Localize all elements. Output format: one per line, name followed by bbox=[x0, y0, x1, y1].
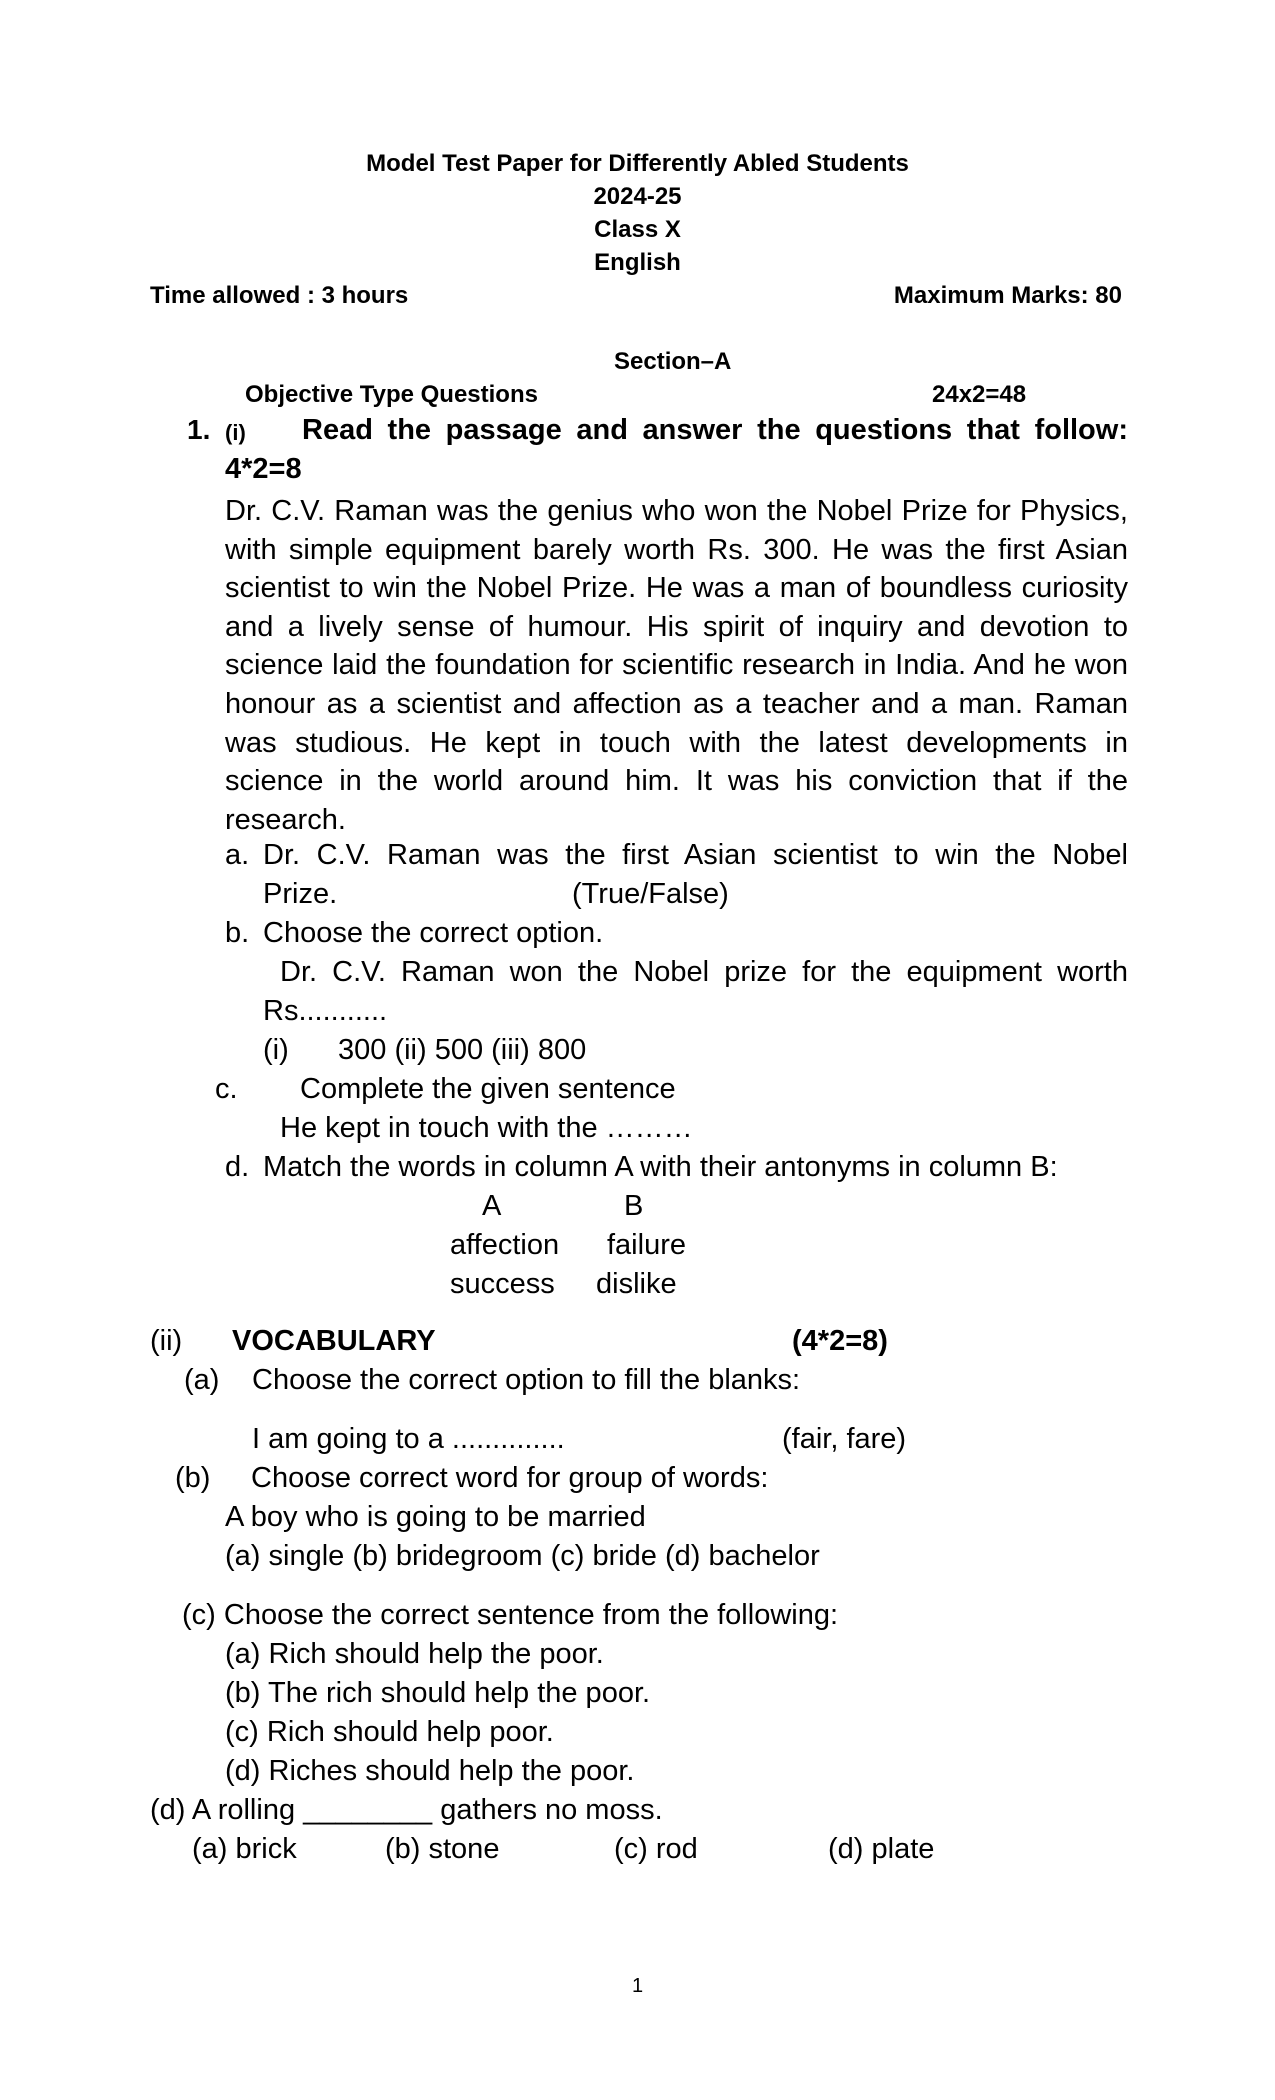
match-row-1-a: affection bbox=[450, 1229, 560, 1261]
vocab-c-option-c: (c) Rich should help poor. bbox=[225, 1716, 554, 1748]
subq-a-label: a. bbox=[225, 839, 250, 871]
vocab-c-option-b: (b) The rich should help the poor. bbox=[225, 1677, 651, 1709]
paper-subject: English bbox=[594, 249, 681, 276]
question-instruction: Read the passage and answer the questions that follow: bbox=[302, 414, 1128, 446]
vocab-a-sentence: I am going to a .............. bbox=[252, 1423, 565, 1455]
subq-a-line2: Prize. bbox=[263, 878, 338, 910]
page-number: 1 bbox=[631, 1975, 644, 1997]
vocab-b-label: (b) bbox=[175, 1462, 211, 1494]
vocab-d-option-b: (b) stone bbox=[385, 1833, 500, 1865]
vocab-c-option-a: (a) Rich should help the poor. bbox=[225, 1638, 604, 1670]
paper-class: Class X bbox=[594, 216, 681, 243]
vocab-a-choices: (fair, fare) bbox=[782, 1423, 907, 1455]
maximum-marks: Maximum Marks: 80 bbox=[893, 282, 1122, 309]
match-row-1-b: failure bbox=[607, 1229, 686, 1261]
column-a-header: A bbox=[482, 1190, 502, 1222]
vocab-part-label: (ii) bbox=[150, 1325, 183, 1357]
subq-c-label: c. bbox=[215, 1073, 238, 1105]
subq-b-options: 300 (ii) 500 (iii) 800 bbox=[338, 1034, 587, 1066]
vocab-marks: (4*2=8) bbox=[792, 1325, 888, 1357]
subq-d-label: d. bbox=[225, 1151, 250, 1183]
reading-passage: Dr. C.V. Raman was the genius who won the Nobel Prize for Physics, with simple equipment barely worth Rs. 300. He was the first Asian scientist to win the Nobel Prize. He was a man of boundless curiosity and a lively sense of humour. His spirit of inquiry and devotion to science laid the foundation for scientific research in India. And he won honour as a scientist and affection as a teacher and a man. Raman was studious. He kept in touch with the latest developments in science in the world around him. It was his conviction that if the research. bbox=[225, 495, 1128, 836]
subq-c-text: Complete the given sentence bbox=[300, 1073, 676, 1105]
question-number: 1. bbox=[187, 414, 211, 445]
vocab-a-text: Choose the correct option to fill the blanks: bbox=[252, 1364, 801, 1396]
question-marks: 4*2=8 bbox=[225, 453, 302, 485]
vocab-a-label: (a) bbox=[184, 1364, 220, 1396]
vocab-d-text: (d) A rolling ________ gathers no moss. bbox=[150, 1794, 663, 1826]
section-subtitle: Objective Type Questions bbox=[245, 381, 538, 408]
vocab-d-option-c: (c) rod bbox=[614, 1833, 698, 1865]
subq-b-options-label: (i) bbox=[263, 1034, 289, 1066]
column-b-header: B bbox=[624, 1190, 644, 1222]
time-allowed: Time allowed : 3 hours bbox=[150, 282, 409, 309]
subq-b-label: b. bbox=[225, 917, 250, 949]
vocab-b-phrase: A boy who is going to be married bbox=[225, 1501, 646, 1533]
match-row-2-a: success bbox=[450, 1268, 555, 1300]
subq-c-sentence: He kept in touch with the ……… bbox=[280, 1112, 693, 1144]
subq-a-hint: (True/False) bbox=[572, 878, 729, 910]
subq-b-line1: Dr. C.V. Raman won the Nobel prize for the equipment worth bbox=[280, 956, 1128, 988]
vocab-d-option-d: (d) plate bbox=[828, 1833, 935, 1865]
paper-year: 2024-25 bbox=[593, 183, 682, 210]
vocab-b-text: Choose correct word for group of words: bbox=[251, 1462, 769, 1494]
section-title: Section–A bbox=[614, 348, 732, 375]
subq-b-line2: Rs........... bbox=[263, 995, 388, 1027]
vocab-d-option-a: (a) brick bbox=[192, 1833, 297, 1865]
vocab-c-option-d: (d) Riches should help the poor. bbox=[225, 1755, 635, 1787]
match-row-2-b: dislike bbox=[596, 1268, 677, 1300]
section-marks: 24x2=48 bbox=[932, 381, 1027, 408]
subq-d-text: Match the words in column A with their antonyms in column B: bbox=[263, 1151, 1058, 1183]
subq-b-text: Choose the correct option. bbox=[263, 917, 604, 949]
question-part-label: (i) bbox=[225, 420, 246, 445]
vocab-title: VOCABULARY bbox=[232, 1325, 436, 1357]
subq-a-line1: Dr. C.V. Raman was the first Asian scientist to win the Nobel bbox=[263, 839, 1128, 871]
vocab-b-options: (a) single (b) bridegroom (c) bride (d) bachelor bbox=[225, 1540, 820, 1572]
paper-title: Model Test Paper for Differently Abled Students bbox=[366, 150, 909, 177]
vocab-c-text: (c) Choose the correct sentence from the following: bbox=[182, 1599, 839, 1631]
